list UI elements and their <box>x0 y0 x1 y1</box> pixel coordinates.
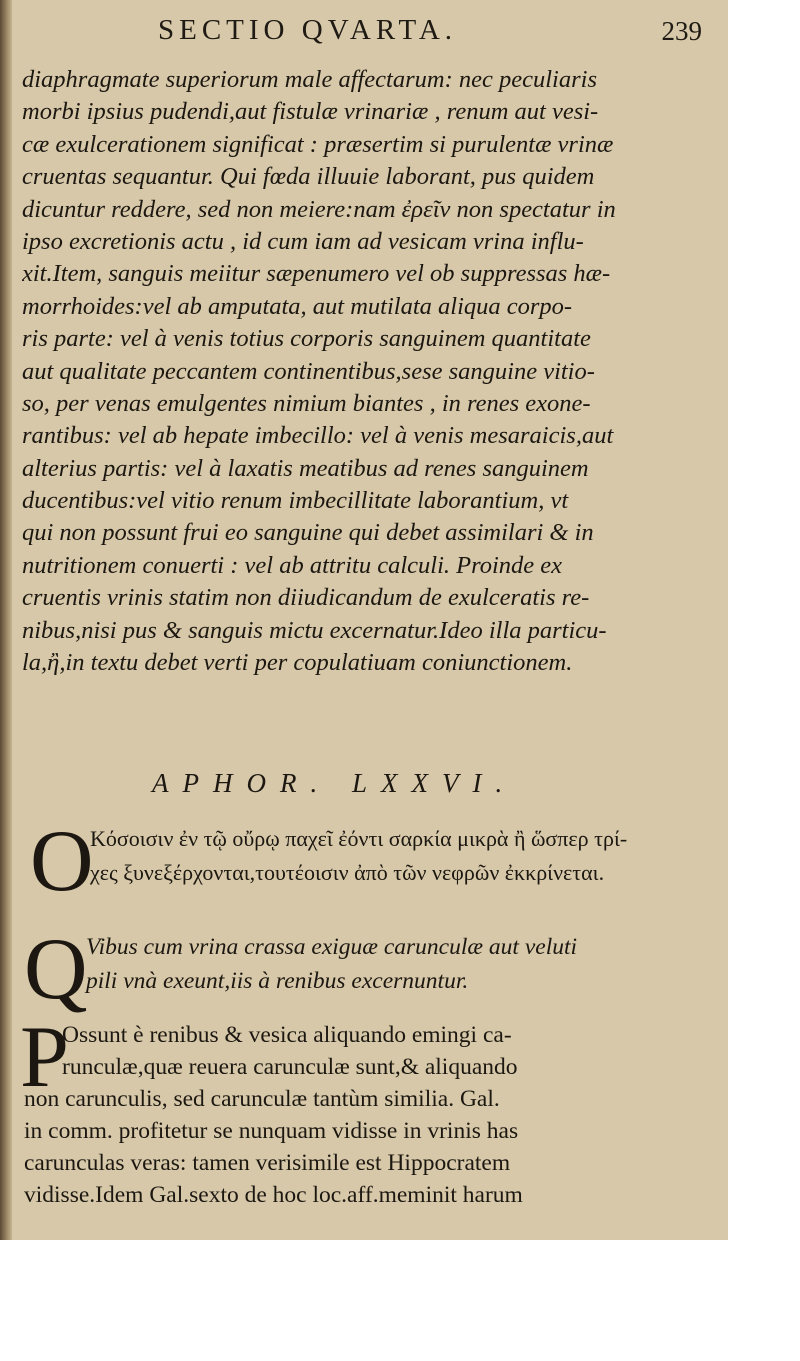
text-line: cruentas sequantur. Qui fœda illuuie laborant, pus quidem <box>22 163 595 191</box>
text-line: dicuntur reddere, sed non meiere:nam ἐρεῖν non spectatur in <box>22 195 616 223</box>
text-line: aut qualitate peccantem continentibus,sese sanguine vitio- <box>22 357 595 385</box>
text-line: so, per venas emulgentes nimium biantes , in renes exone- <box>22 389 591 417</box>
text-line: xit.Item, sanguis meiitur sæpenumero vel ob suppressas hæ- <box>22 260 611 288</box>
text-line: nutritionem conuerti : vel ab attritu calculi. Proinde ex <box>22 551 563 579</box>
text-line: alterius partis: vel à laxatis meatibus ad renes sanguinem <box>22 454 589 482</box>
commentary-block <box>22 64 712 679</box>
text-line: non carunculis, sed carunculæ tantùm similia. Gal. <box>24 1086 500 1112</box>
latin-aphorism <box>24 921 714 1018</box>
greek-line: Κόσοισιν ἐν τῷ οὔρῳ παχεῖ ἐόντι σαρκία μικρὰ ἢ ὥσπερ τρί- <box>90 826 628 851</box>
greek-line: χες ξυνεξέρχονται,τουτέοισιν ἀπὸ τῶν νεφρῶν ἐκκρίνεται. <box>90 860 605 885</box>
text-line: Ossunt è renibus & vesica aliquando emingi ca- <box>62 1022 512 1048</box>
page-number: 239 <box>661 16 702 46</box>
text-line: diaphragmate superiorum male affectarum: nec peculiaris <box>22 66 597 93</box>
running-title: SECTIO QVARTA. <box>158 14 458 46</box>
text-line: ris parte: vel à venis totius corporis sanguinem quantitate <box>22 325 591 353</box>
commentary-dropcap: P <box>20 1009 69 1106</box>
text-line: carunculas veras: tamen verisimile est Hippocratem <box>24 1150 511 1176</box>
page-outer-margin <box>728 0 800 1361</box>
text-line: morbi ipsius pudendi,aut fistulæ vrinariæ , renum aut vesi- <box>22 98 599 126</box>
page-gutter <box>0 0 12 1240</box>
text-line: nibus,nisi pus & sanguis mictu excernatur.Ideo illa particu- <box>22 616 607 644</box>
greek-dropcap: O <box>30 813 94 910</box>
text-line: in comm. profitetur se nunquam vidisse in vrinis has <box>24 1118 519 1144</box>
greek-aphorism <box>30 813 714 916</box>
text-line: runculæ,quæ reuera carunculæ sunt,& aliquando <box>62 1054 518 1080</box>
aphorism-heading: APHOR. LXXVI. <box>152 768 517 798</box>
latin-line: pili vnà exeunt,iis à renibus excernuntur. <box>86 968 469 994</box>
text-line: la,ἢ,in textu debet verti per copulatiuam coniunctionem. <box>22 649 573 677</box>
text-line: ducentibus:vel vitio renum imbecillitate laborantium, vt <box>22 487 569 515</box>
text-line: cruentis vrinis statim non diiudicandum de exulceratis re- <box>22 584 590 612</box>
text-line: rantibus: vel ab hepate imbecillo: vel à venis mesaraicis,aut <box>22 422 614 450</box>
text-line: qui non possunt frui eo sanguine qui debet assimilari & in <box>22 519 594 547</box>
latin-dropcap: Q <box>24 921 88 1018</box>
latin-line: Vibus cum vrina crassa exiguæ carunculæ aut veluti <box>86 934 578 960</box>
text-line: cæ exulcerationem significat : præsertim si purulentæ vrinæ <box>22 130 614 158</box>
page-header <box>30 14 714 54</box>
text-line: vidisse.Idem Gal.sexto de hoc loc.aff.meminit harum <box>24 1182 523 1208</box>
text-line: morrhoides:vel ab amputata, aut mutilata aliqua corpo- <box>22 292 573 320</box>
page-bottom-margin <box>0 1240 728 1361</box>
text-line: ipso excretionis actu , id cum iam ad vesicam vrina influ- <box>22 227 584 255</box>
